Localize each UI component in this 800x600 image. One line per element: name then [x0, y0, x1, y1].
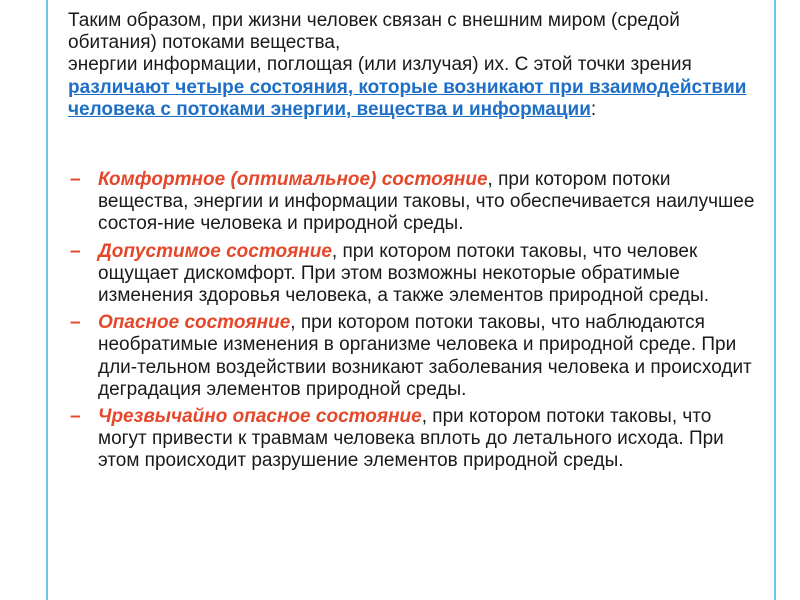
- dash-bullet: –: [70, 169, 81, 191]
- state-description: , при котором потоки таковы, что человек ощущает дискомфорт. При этом возможны некоторые обратимые изменения здоровья человека, а также элементов природной среды.: [98, 240, 710, 307]
- list-item: [68, 406, 762, 473]
- intro-line-2: энергии информации, поглощая (или излучая) их. С этой точки зрения: [68, 54, 692, 76]
- list-item: [68, 169, 762, 236]
- dash-bullet: –: [70, 312, 81, 334]
- intro-link[interactable]: различают четыре состояния, которые возникают при взаимодействии человека с потоками энергии, вещества и информации: [68, 76, 747, 120]
- dash-bullet: –: [70, 240, 81, 262]
- spacer: [68, 121, 762, 169]
- list-item: [68, 241, 762, 308]
- state-term: Опасное состояние: [98, 312, 291, 334]
- state-term: Комфортное (оптимальное) состояние: [98, 169, 488, 191]
- state-description: , при котором потоки таковы, что могут привести к травмам человека вплоть до летального исхода. При этом происходит разрушение элементов природной среды.: [98, 406, 724, 472]
- intro-tail: :: [590, 98, 597, 120]
- state-description: , при котором потоки вещества, энергии и информации таковы, что обеспечивается наилучшее состоя-ние человека и природной среды.: [98, 169, 755, 235]
- state-term: Допустимое состояние: [98, 240, 332, 262]
- dash-bullet: –: [70, 406, 81, 428]
- states-list: [68, 169, 762, 473]
- slide-content: [68, 10, 762, 478]
- intro-paragraph: [68, 10, 762, 121]
- list-item: [68, 312, 762, 401]
- state-description: , при котором потоки таковы, что наблюдаются необратимые изменения в организме человека и природной среде. При дли-тельном воздействии возникают заболевания человека и происходит деградация элементов природной среды.: [98, 312, 752, 400]
- state-term: Чрезвычайно опасное состояние: [98, 406, 422, 428]
- slide-frame: [46, 0, 776, 600]
- intro-line-1: Таким образом, при жизни человек связан с внешним миром (средой обитания) потоками вещества,: [68, 10, 680, 54]
